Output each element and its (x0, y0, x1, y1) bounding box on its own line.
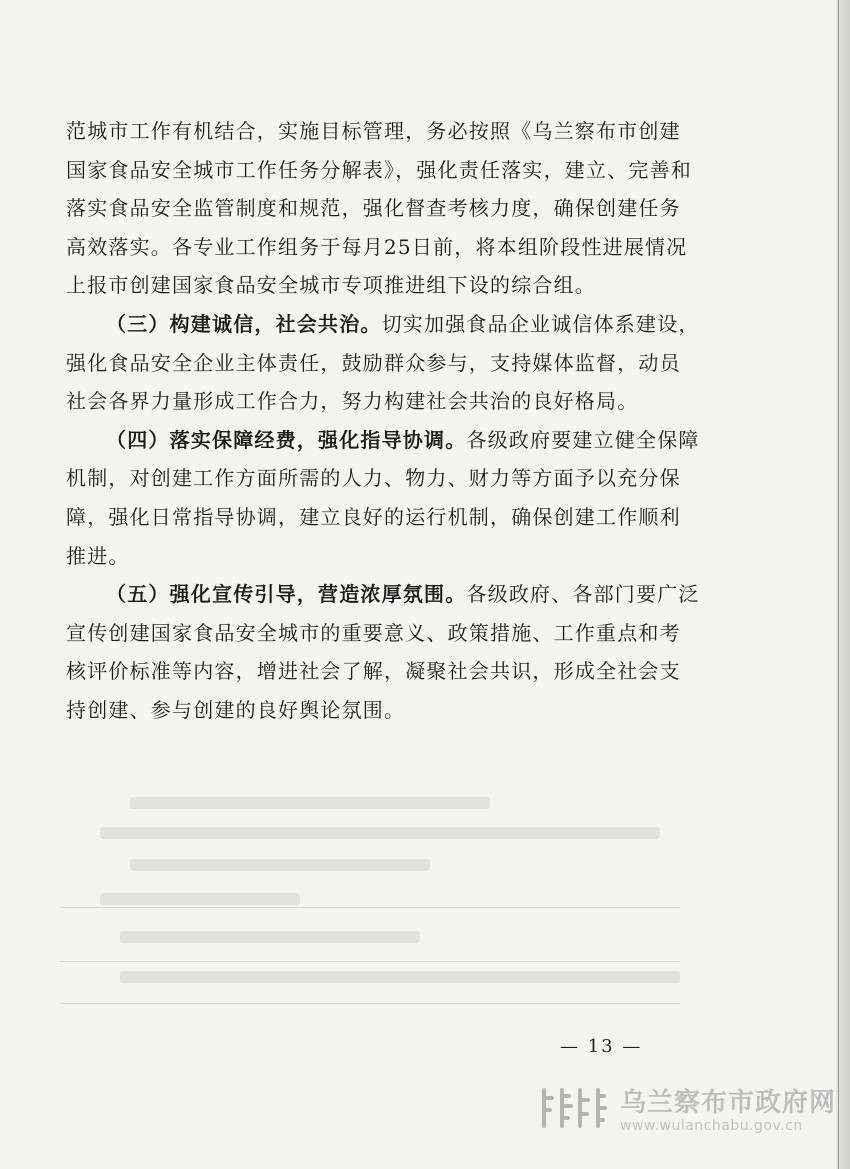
watermark-title: 乌兰察布市政府网 (620, 1088, 837, 1118)
paragraph-text: 各级政府要建立健全保障机制，对创建工作方面所需的人力、物力、财力等方面予以充分保障，强化日常指导协调，建立良好的运行机制，确保创建工作顺利推进。 (66, 427, 700, 568)
page-number: — 13 — (560, 1036, 643, 1057)
paragraph-heading: （四）落实保障经费，强化指导协调。 (106, 427, 467, 452)
paragraph-4 (66, 575, 701, 729)
paragraph-heading: （三）构建诚信，社会共治。 (106, 311, 382, 336)
reverse-side-bleed-through (60, 775, 720, 1035)
mongolian-script-logo-icon (536, 1086, 608, 1130)
paragraph-text: 切实加强食品企业诚信体系建设，强化食品安全企业主体责任，鼓励群众参与，支持媒体监督，动员社会各界力量形成工作合力，努力构建社会共治的良好格局。 (66, 311, 700, 414)
paragraph-text: 各级政府、各部门要广泛宣传创建国家食品安全城市的重要意义、政策措施、工作重点和考核评价标准等内容，增进社会了解，凝聚社会共识，形成全社会支持创建、参与创建的良好舆论氛围。 (66, 582, 700, 722)
site-watermark (536, 1082, 837, 1142)
paragraph-text: 范城市工作有机结合，实施目标管理，务必按照《乌兰察布市创建国家食品安全城市工作任务分解表》，强化责任落实，建立、完善和落实食品安全监管制度和规范，强化督查考核力度，确保创建任务高效落实。各专业工作组务于每月25日前，将本组阶段性进展情况上报市创建国家食品安全城市专项推进组下设的综合组。 (66, 119, 692, 298)
page-edge (836, 0, 850, 1169)
paragraph-3 (66, 421, 701, 575)
document-body (66, 112, 701, 730)
paragraph-2 (66, 305, 701, 421)
paragraph-heading: （五）强化宣传引导，营造浓厚氛围。 (106, 582, 467, 607)
watermark-url: www.wulanchabu.gov.cn (620, 1118, 803, 1134)
paragraph-1 (66, 112, 701, 305)
